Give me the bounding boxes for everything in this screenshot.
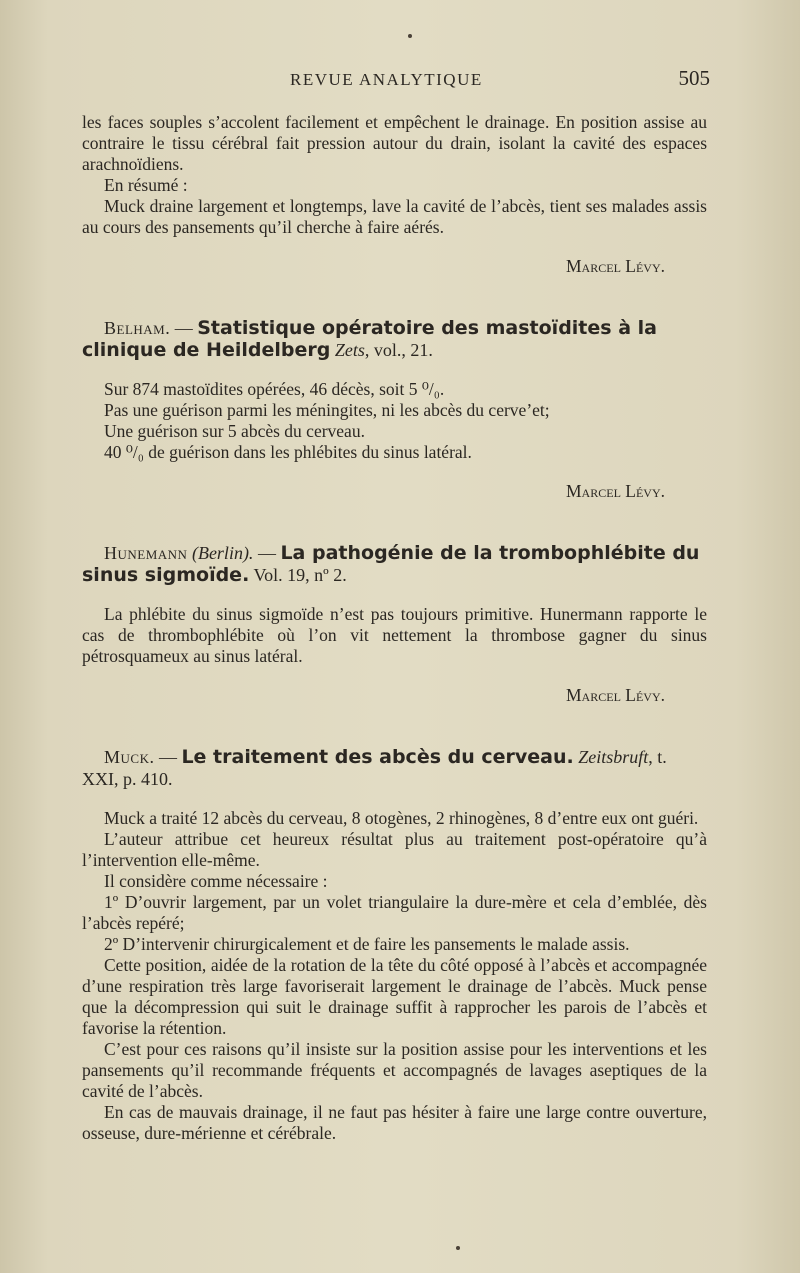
paragraph: Muck draine largement et longtemps, lave la cavité de l’abcès, tient ses malades assis au cours des pansements qu’il cherche à faire aérés. <box>82 196 707 237</box>
paragraph: La phlébite du sinus sigmoïde n’est pas toujours primitive. Hunermann rapporte le cas de thrombophlébite où l’on vit nettement la thrombose gagner du sinus pétrosquameux au sinus latéral. <box>82 604 707 666</box>
paragraph: Cette position, aidée de la rotation de la tête du côté opposé à l’abcès et accompagnée d’une respiration très large favoriserait largement le drainage de l’abcès. Muck pense que la décompression qui suit le drainage suffit à rapprocher les parois de l’abcès et favorise la rétention. <box>82 955 707 1038</box>
paragraph: C’est pour ces raisons qu’il insiste sur la position assise pour les interventions et les pansements qu’il recommande fréquents et accompagnés de lavages aseptiques de la cavité de l’abcès. <box>82 1039 707 1101</box>
paragraph: Il considère comme nécessaire : <box>104 871 328 891</box>
article-body <box>82 379 707 463</box>
page-content <box>82 112 707 1144</box>
article-title: Le traitement des abcès du cerveau. <box>181 746 574 768</box>
paragraph: Sur 874 mastoïdites opérées, 46 décès, soit 5 ⁰/₀. <box>104 379 445 399</box>
article-title: Statistique opératoire des mastoïdites à la clinique de Heildelberg <box>82 317 657 361</box>
ink-spot <box>408 34 412 38</box>
paragraph: 2º D’intervenir chirurgicalement et de faire les pansements le malade assis. <box>104 934 630 954</box>
signature: Marcel Lévy. <box>566 685 665 705</box>
article-journal: Zets <box>334 340 365 360</box>
running-header <box>80 66 710 92</box>
paragraph: 1º D’ouvrir largement, par un volet triangulaire la dure-mère et cela d’emblée, dès l’abcès repéré; <box>82 892 707 933</box>
paragraph: Pas une guérison parmi les méningites, ni les abcès du cerve’et; <box>104 400 550 420</box>
article-hunemann <box>82 542 707 706</box>
article-title: La pathogénie de la trombophlébite du sinus sigmoïde. <box>82 542 700 586</box>
article-body <box>82 808 707 1144</box>
article-heading: Muck. — Le traitement des abcès du cerveau. Zeitsbruft, t. XXI, p. 410. <box>82 746 667 789</box>
article-heading: Hunemann (Berlin). — La pathogénie de la trombophlébite du sinus sigmoïde. Vol. 19, nº 2. <box>82 542 700 586</box>
article-author: Belham. <box>104 318 171 338</box>
paragraph: les faces souples s’accolent facilement et empêchent le drainage. En position assise au contraire le tissu cérébral fait pression autour du drain, isolant la cavité des espaces arachnoïdiens. <box>82 112 707 174</box>
paragraph: L’auteur attribue cet heureux résultat plus au traitement post-opératoire qu’à l’intervention elle-même. <box>82 829 707 870</box>
paragraph: En résumé : <box>104 175 188 195</box>
ink-spot <box>456 1246 460 1250</box>
signature: Marcel Lévy. <box>566 481 665 501</box>
article-heading: Belham. — Statistique opératoire des mastoïdites à la clinique de Heildelberg Zets, vol., 21. <box>82 317 657 361</box>
paragraph: 40 ⁰/₀ de guérison dans les phlébites du sinus latéral. <box>104 442 472 462</box>
signature: Marcel Lévy. <box>566 256 665 276</box>
paragraph: Une guérison sur 5 abcès du cerveau. <box>104 421 365 441</box>
article-reference: , vol., 21. <box>364 340 433 360</box>
paragraph: Muck a traité 12 abcès du cerveau, 8 otogènes, 2 rhinogènes, 8 d’entre eux ont guéri. <box>104 808 699 828</box>
article-muck <box>82 746 707 1144</box>
article-body <box>82 604 707 667</box>
intro-continuation <box>82 112 707 277</box>
article-reference: Vol. 19, nº 2. <box>249 565 347 585</box>
paragraph: En cas de mauvais drainage, il ne faut pas hésiter à faire une large contre ouverture, osseuse, dure-mérienne et cérébrale. <box>82 1102 707 1143</box>
article-author: Hunemann <box>104 543 188 563</box>
page-number: 505 <box>678 66 710 90</box>
article-author: Muck. <box>104 747 155 767</box>
article-journal: Zeitsbruft <box>578 747 649 767</box>
article-belham <box>82 317 707 502</box>
article-location: (Berlin). <box>187 543 254 563</box>
running-title: REVUE ANALYTIQUE <box>290 70 483 89</box>
article-reference: , t. XXI, p. 410. <box>82 747 667 789</box>
